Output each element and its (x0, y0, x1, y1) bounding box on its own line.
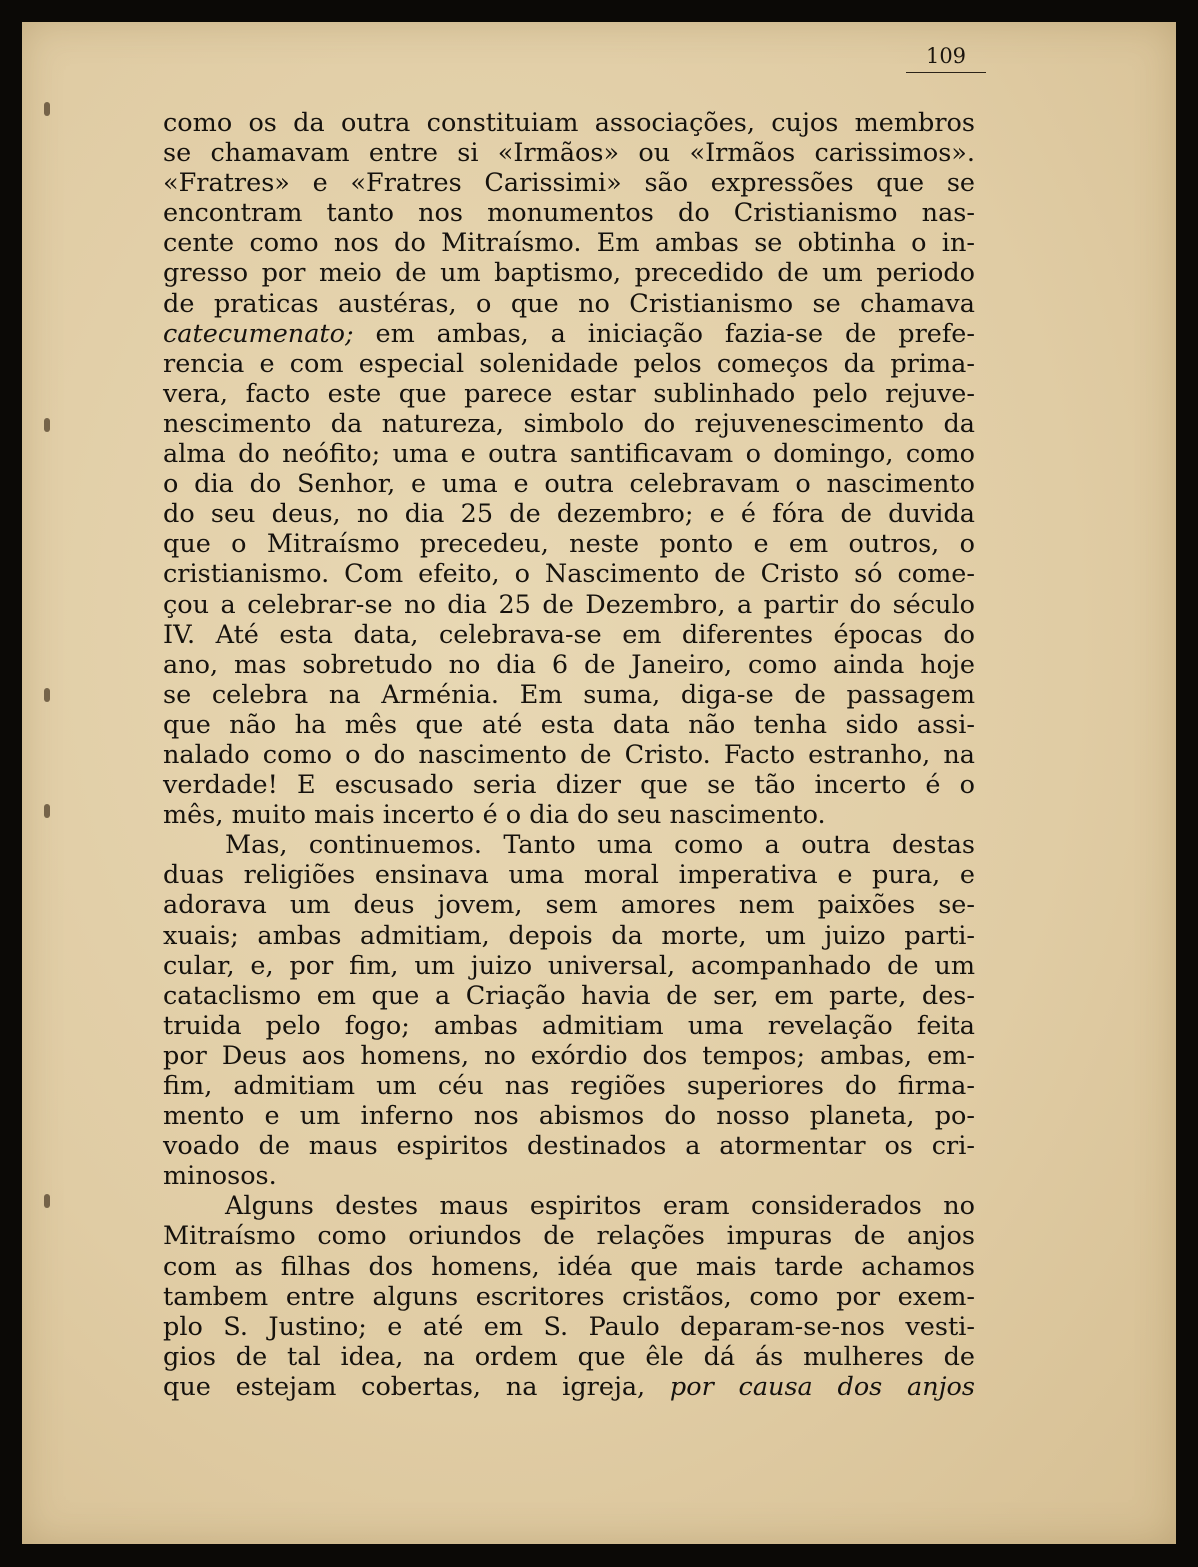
text-line: se celebra na Arménia. Em suma, diga-se de passagem (163, 679, 975, 710)
text-line: duas religiões ensinava uma moral imperativa e pura, e (163, 860, 975, 891)
text-line: «Fratres» e «Fratres Carissimi» são expressões que se (163, 168, 975, 199)
binding-mark (44, 1194, 50, 1208)
text-line: IV. Até esta data, celebrava-se em diferentes épocas do (163, 619, 975, 650)
text-line: xuais; ambas admitiam, depois da morte, um juizo parti- (163, 920, 975, 951)
text-body (163, 108, 975, 1402)
text-run: que estejam cobertas, na igreja, (163, 1371, 670, 1402)
page-number: 109 (906, 44, 986, 73)
text-line: gios de tal idea, na ordem que êle dá ás mulheres de (163, 1341, 975, 1372)
text-line: do seu deus, no dia 25 de dezembro; e é fóra de duvida (163, 499, 975, 530)
text-line: vera, facto este que parece estar sublinhado pelo rejuve- (163, 378, 975, 409)
italic-phrase: por causa dos anjos (669, 1371, 975, 1402)
text-line: minosos. (163, 1161, 277, 1192)
text-line: truida pelo fogo; ambas admitiam uma revelação feita (163, 1010, 975, 1041)
text-line: cristianismo. Com efeito, o Nascimento de Cristo só come- (163, 559, 975, 590)
text-line: plo S. Justino; e até em S. Paulo deparam-se-nos vesti- (163, 1311, 975, 1342)
text-line: nescimento da natureza, simbolo do rejuvenescimento da (163, 408, 975, 439)
text-line: Mitraísmo como oriundos de relações impuras de anjos (163, 1221, 975, 1252)
text-line: tambem entre alguns escritores cristãos, como por exem- (163, 1281, 975, 1312)
text-line: de praticas austéras, o que no Cristianismo se chamava (163, 288, 975, 319)
text-line: verdade! E escusado seria dizer que se tão incerto é o (163, 770, 975, 801)
text-line: fim, admitiam um céu nas regiões superiores do firma- (163, 1071, 975, 1101)
binding-mark (44, 688, 50, 702)
text-line: nalado como o do nascimento de Cristo. Facto estranho, na (163, 739, 975, 770)
text-line: cataclismo em que a Criação havia de ser, em parte, des- (163, 980, 975, 1011)
text-line: cular, e, por fim, um juizo universal, acompanhado de um (163, 950, 975, 981)
text-line: adorava um deus jovem, sem amores nem paixões se- (163, 890, 975, 921)
text-line: mento e um inferno nos abismos do nosso planeta, po- (163, 1101, 975, 1132)
text-line: encontram tanto nos monumentos do Cristianismo nas- (163, 198, 975, 229)
binding-mark (44, 804, 50, 818)
text-line: rencia e com especial solenidade pelos começos da prima- (163, 348, 975, 379)
text-line: como os da outra constituiam associações, cujos membros (163, 108, 975, 138)
text-line: Mas, continuemos. Tanto uma como a outra destas (225, 830, 975, 861)
text-line: com as filhas dos homens, idéa que mais tarde achamos (163, 1251, 975, 1282)
text-line: por Deus aos homens, no exórdio dos tempos; ambas, em- (163, 1040, 975, 1071)
text-line: mês, muito mais incerto é o dia do seu nascimento. (163, 800, 826, 831)
italic-term: catecumenato; (163, 318, 354, 349)
text-line: se chamavam entre si «Irmãos» ou «Irmãos carissimos». (163, 138, 975, 169)
binding-mark (44, 418, 50, 432)
text-line: ano, mas sobretudo no dia 6 de Janeiro, como ainda hoje (163, 649, 975, 680)
text-line: Alguns destes maus espiritos eram considerados no (225, 1191, 975, 1222)
text-line: que o Mitraísmo precedeu, neste ponto e em outros, o (163, 529, 975, 560)
text-line: çou a celebrar-se no dia 25 de Dezembro, a partir do século (163, 589, 975, 620)
text-line: alma do neófito; uma e outra santificavam o domingo, como (163, 439, 975, 470)
text-line-mixed (163, 319, 975, 349)
text-line: o dia do Senhor, e uma e outra celebravam o nascimento (163, 469, 975, 500)
text-line: que não ha mês que até esta data não tenha sido assi- (163, 709, 975, 740)
text-run: em ambas, a iniciação fazia-se de prefe- (353, 318, 975, 349)
book-page (22, 22, 1176, 1544)
binding-mark (44, 102, 50, 116)
text-line: voado de maus espiritos destinados a atormentar os cri- (163, 1131, 975, 1162)
text-line: cente como nos do Mitraísmo. Em ambas se obtinha o in- (163, 228, 975, 259)
text-line-mixed (163, 1372, 975, 1402)
text-line: gresso por meio de um baptismo, precedido de um periodo (163, 258, 975, 289)
